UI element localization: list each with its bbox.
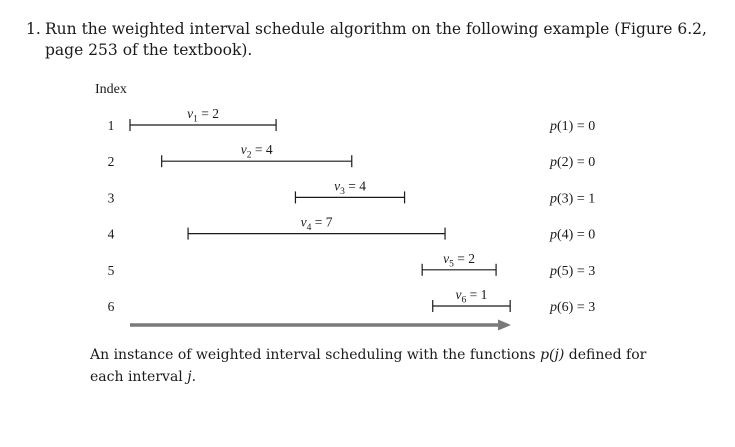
predecessor-argument: (5) = 3 [557, 263, 596, 279]
predecessor-function: p [550, 227, 557, 243]
weight-variable: v [455, 287, 462, 302]
interval-weight-label [241, 142, 273, 161]
predecessor-label [549, 155, 595, 170]
weight-subscript: 1 [193, 114, 198, 125]
weight-variable: v [187, 106, 194, 121]
interval-index: 3 [107, 190, 115, 206]
weight-value: 1 [480, 287, 488, 302]
problem-number: 1. [26, 20, 41, 38]
predecessor-argument: (3) = 1 [557, 191, 596, 207]
weight-subscript: 5 [449, 259, 454, 270]
weight-subscript: 2 [246, 150, 252, 161]
weight-equals: = [453, 250, 469, 266]
predecessor-function: p [550, 155, 557, 171]
weight-value: 2 [468, 250, 476, 266]
weight-subscript: 3 [340, 186, 345, 197]
weight-variable: v [300, 214, 307, 230]
caption-text-before: An instance of weighted interval scheduling with the functions [90, 347, 541, 363]
interval-weight-label [301, 215, 333, 234]
weight-value: 7 [325, 214, 333, 230]
time-axis-arrow-head [498, 320, 511, 331]
weight-equals: = [251, 142, 266, 158]
predecessor-argument: (2) = 0 [557, 155, 596, 171]
predecessor-label [549, 119, 595, 134]
predecessor-argument: (6) = 3 [557, 300, 596, 315]
interval-index: 6 [107, 299, 115, 314]
interval-rows [108, 106, 596, 315]
predecessor-argument: (4) = 0 [557, 227, 596, 243]
caption-text-middle: defined for each interval [90, 347, 647, 385]
weight-value: 2 [212, 106, 219, 121]
interval-weight-label [443, 251, 475, 270]
predecessor-label [549, 300, 595, 315]
predecessor-function: p [550, 263, 557, 279]
interval-index: 5 [107, 262, 115, 278]
interval-index: 4 [107, 226, 115, 242]
weight-variable: v [240, 142, 247, 158]
caption-text-after: . [191, 369, 197, 385]
predecessor-function: p [550, 300, 557, 315]
weight-subscript: 6 [461, 295, 467, 306]
caption-function: p(j) [540, 347, 565, 363]
weight-value: 4 [265, 142, 273, 158]
weight-equals: = [197, 106, 213, 121]
weight-subscript: 4 [306, 223, 312, 234]
index-column-label: Index [95, 82, 127, 97]
caption-variable: j [187, 369, 192, 385]
problem-text: Run the weighted interval schedule algorithm on the following example (Figure 6.2, page 253 of the textbook). [45, 20, 707, 59]
predecessor-label [549, 228, 595, 243]
interval-weight-label [187, 106, 219, 125]
weight-equals: = [466, 287, 481, 302]
predecessor-function: p [550, 191, 557, 207]
weight-equals: = [344, 178, 360, 194]
predecessor-argument: (1) = 0 [557, 119, 596, 134]
predecessor-label [549, 191, 595, 206]
weight-equals: = [311, 214, 326, 230]
figure-caption [90, 344, 650, 388]
interval-weight-label [334, 178, 366, 197]
predecessor-function: p [550, 119, 557, 134]
predecessor-label [549, 264, 595, 279]
weight-variable: v [443, 250, 450, 266]
interval-index: 1 [107, 118, 115, 133]
weight-value: 4 [359, 178, 366, 194]
interval-index: 2 [107, 154, 115, 170]
interval-weight-label [456, 287, 488, 306]
weight-variable: v [334, 178, 341, 194]
